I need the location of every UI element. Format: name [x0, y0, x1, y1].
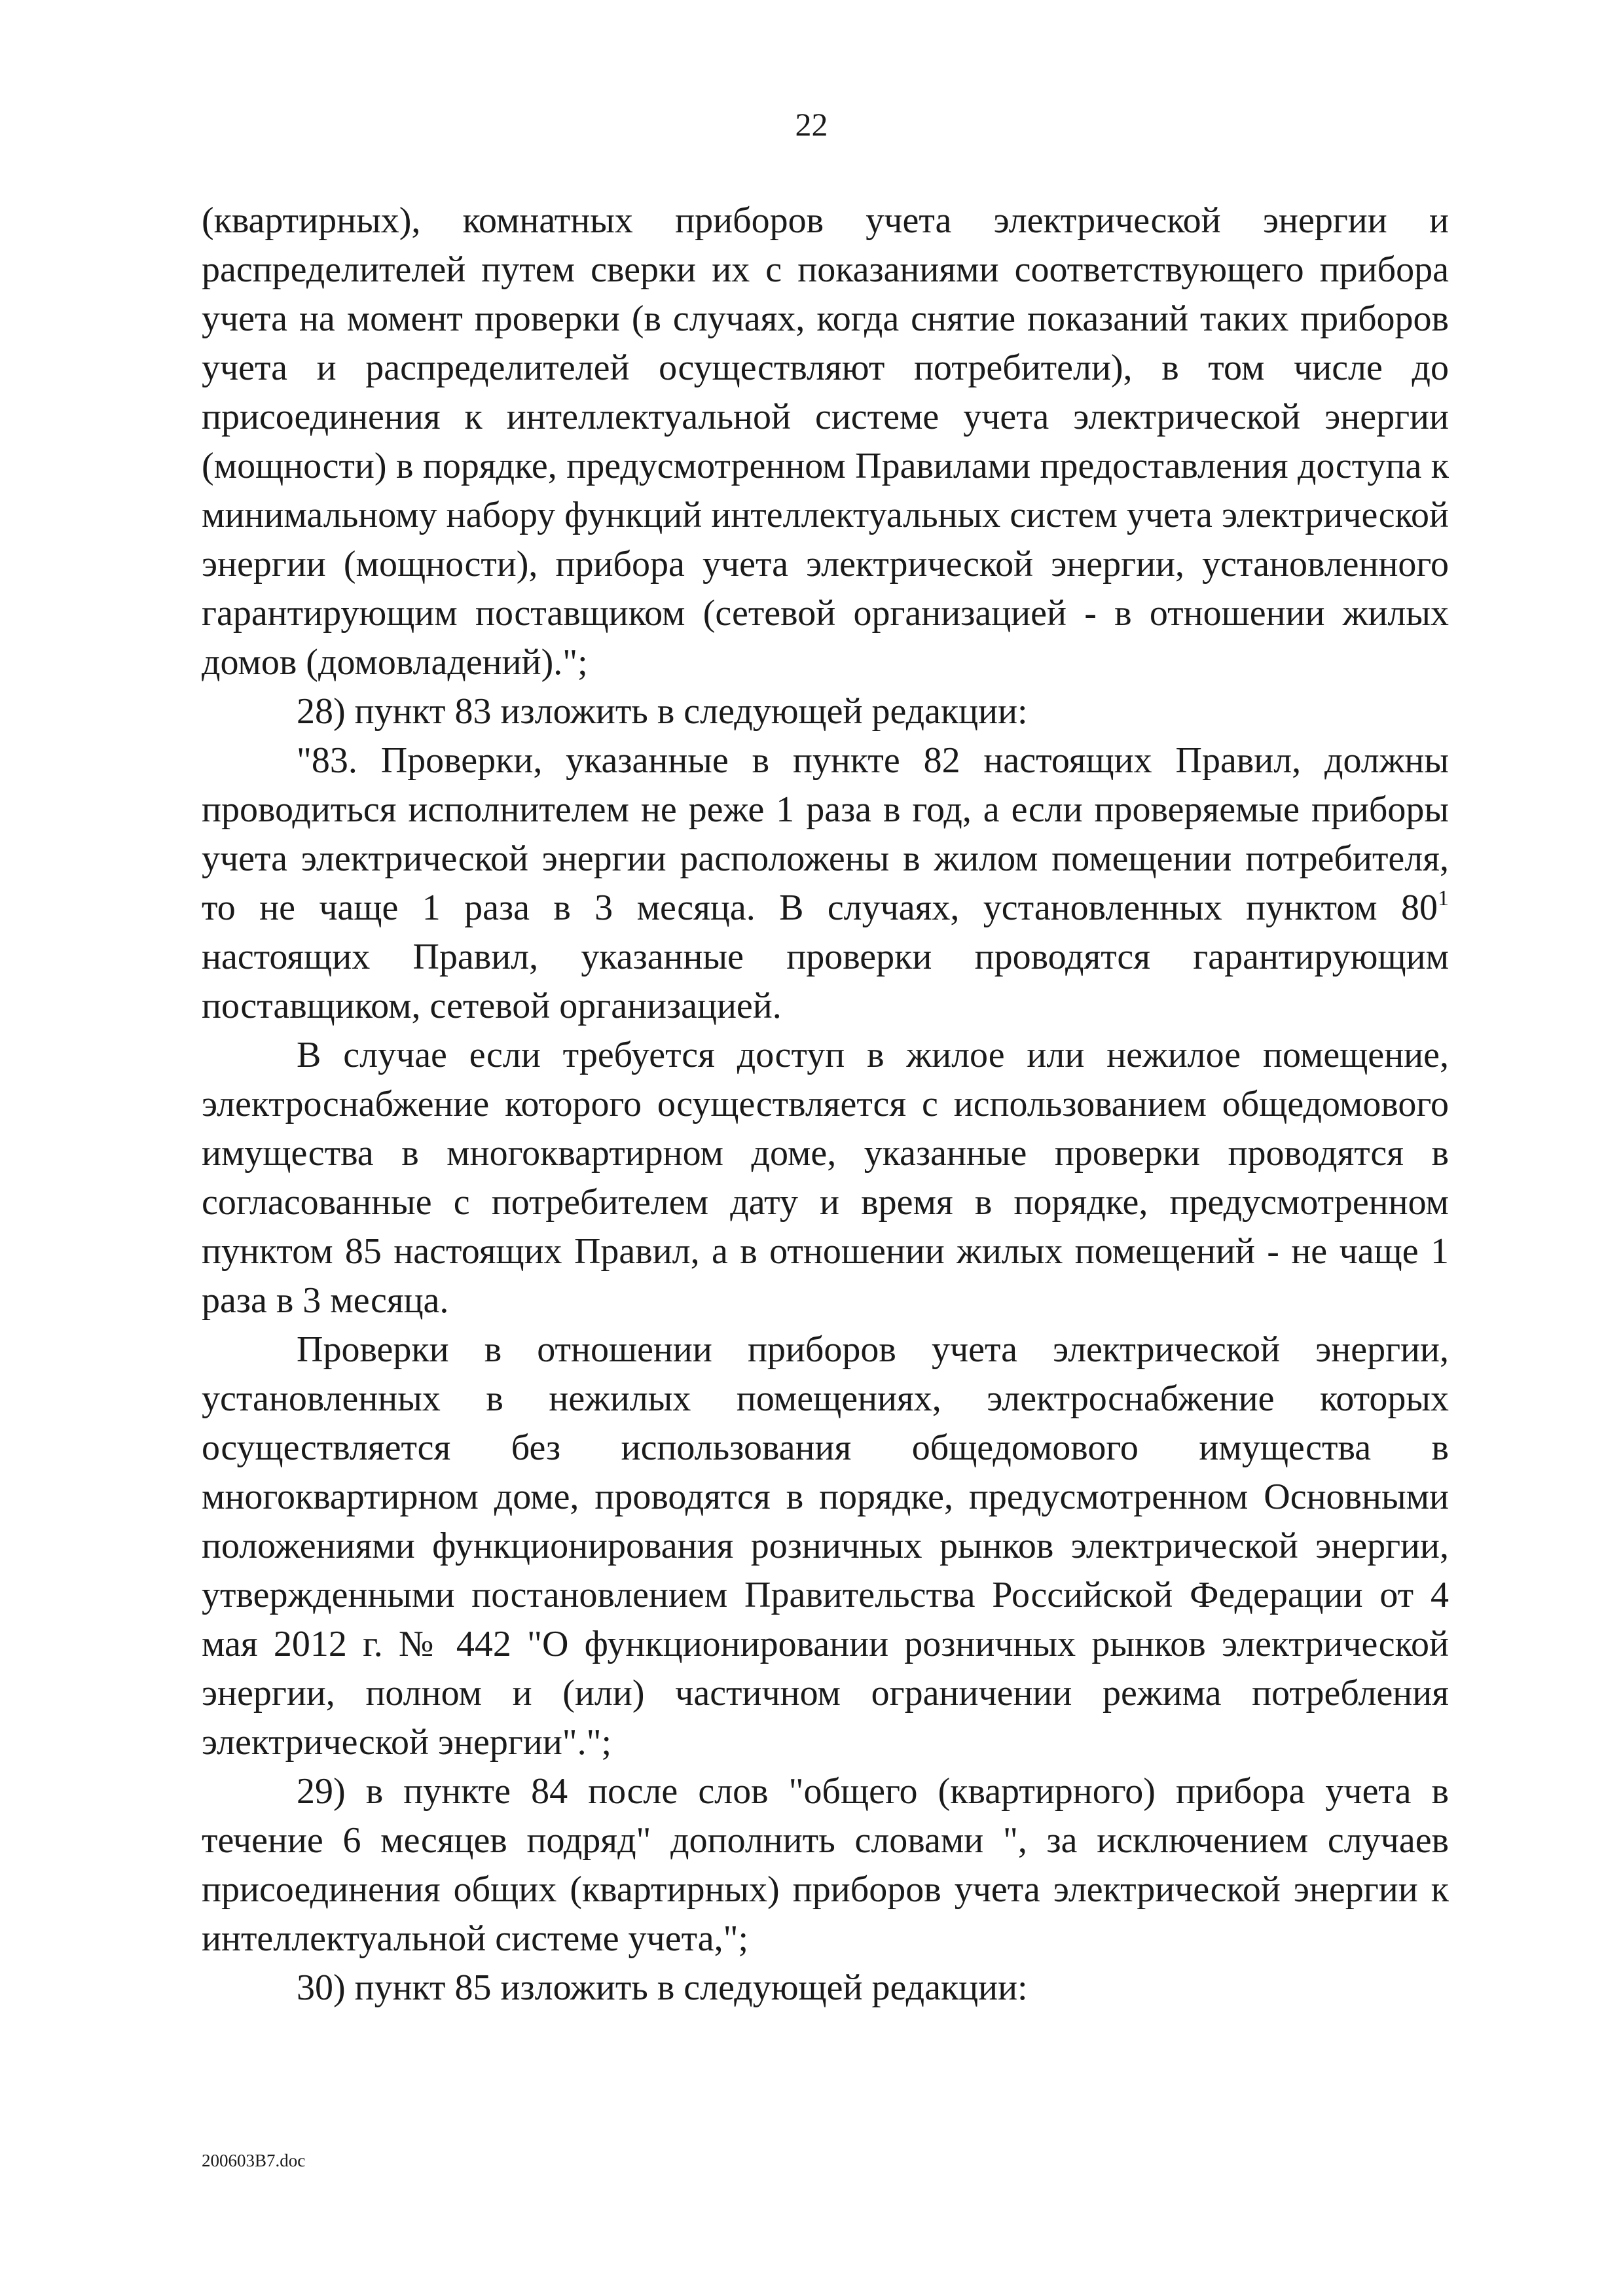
paragraph-item-28: 28) пункт 83 изложить в следующей редакции:: [297, 691, 1028, 732]
document-body: [202, 196, 1449, 2013]
point-83-text-after: настоящих Правил, указанные проверки проводятся гарантирующим поставщиком, сетевой организацией.: [202, 937, 1449, 1026]
paragraph-non-residential-checks: Проверки в отношении приборов учета электрической энергии, установленных в нежилых помещениях, электроснабжение которых осуществляется без использования общедомового имущества в многоквартирном доме, проводятся в порядке, предусмотренном Основными положениями функционирования розничных рынков электрической энергии, утвержденными постановлением Правительства Российской Федерации от 4 мая 2012 г. № 442 "О функционировании розничных рынков электрической энергии, полном и (или) частичном ограничении режима потребления электрической энергии".";: [202, 1329, 1449, 1763]
paragraph-item-29: 29) в пункте 84 после слов "общего (квартирного) прибора учета в течение 6 месяцев подряд" дополнить словами ", за исключением случаев присоединения общих (квартирных) приборов учета электрической энергии к интеллектуальной системе учета,";: [202, 1771, 1449, 1959]
paragraph-continuation: (квартирных), комнатных приборов учета электрической энергии и распределителей путем сверки их с показаниями соответствующего прибора учета на момент проверки (в случаях, когда снятие показаний таких приборов учета и распределителей осуществляют потребители), в том числе до присоединения к интеллектуальной системе учета электрической энергии (мощности) в порядке, предусмотренном Правилами предоставления доступа к минимальному набору функций интеллектуальных систем учета электрической энергии (мощности), прибора учета электрической энергии, установленного гарантирующим поставщиком (сетевой организацией - в отношении жилых домов (домовладений).";: [202, 200, 1449, 683]
point-83-text-before: "83. Проверки, указанные в пункте 82 настоящих Правил, должны проводиться исполнителем не реже 1 раза в год, а если проверяемые приборы учета электрической энергии расположены в жилом помещении потребителя, то не чаще 1 раза в 3 месяца. В случаях, установленных пунктом 80: [202, 740, 1449, 928]
paragraph-access-case: В случае если требуется доступ в жилое или нежилое помещение, электроснабжение которого осуществляется с использованием общедомового имущества в многоквартирном доме, указанные проверки проводятся в согласованные с потребителем дату и время в порядке, предусмотренном пунктом 85 настоящих Правил, а в отношении жилых помещений - не чаще 1 раза в 3 месяца.: [202, 1035, 1449, 1321]
page-number: 22: [795, 106, 828, 143]
paragraph-point-83: [202, 736, 1449, 1031]
superscript-index: 1: [1438, 886, 1449, 910]
footer-filename: 200603B7.doc: [202, 2151, 306, 2170]
paragraph-item-30: 30) пункт 85 изложить в следующей редакции:: [297, 1967, 1028, 2008]
